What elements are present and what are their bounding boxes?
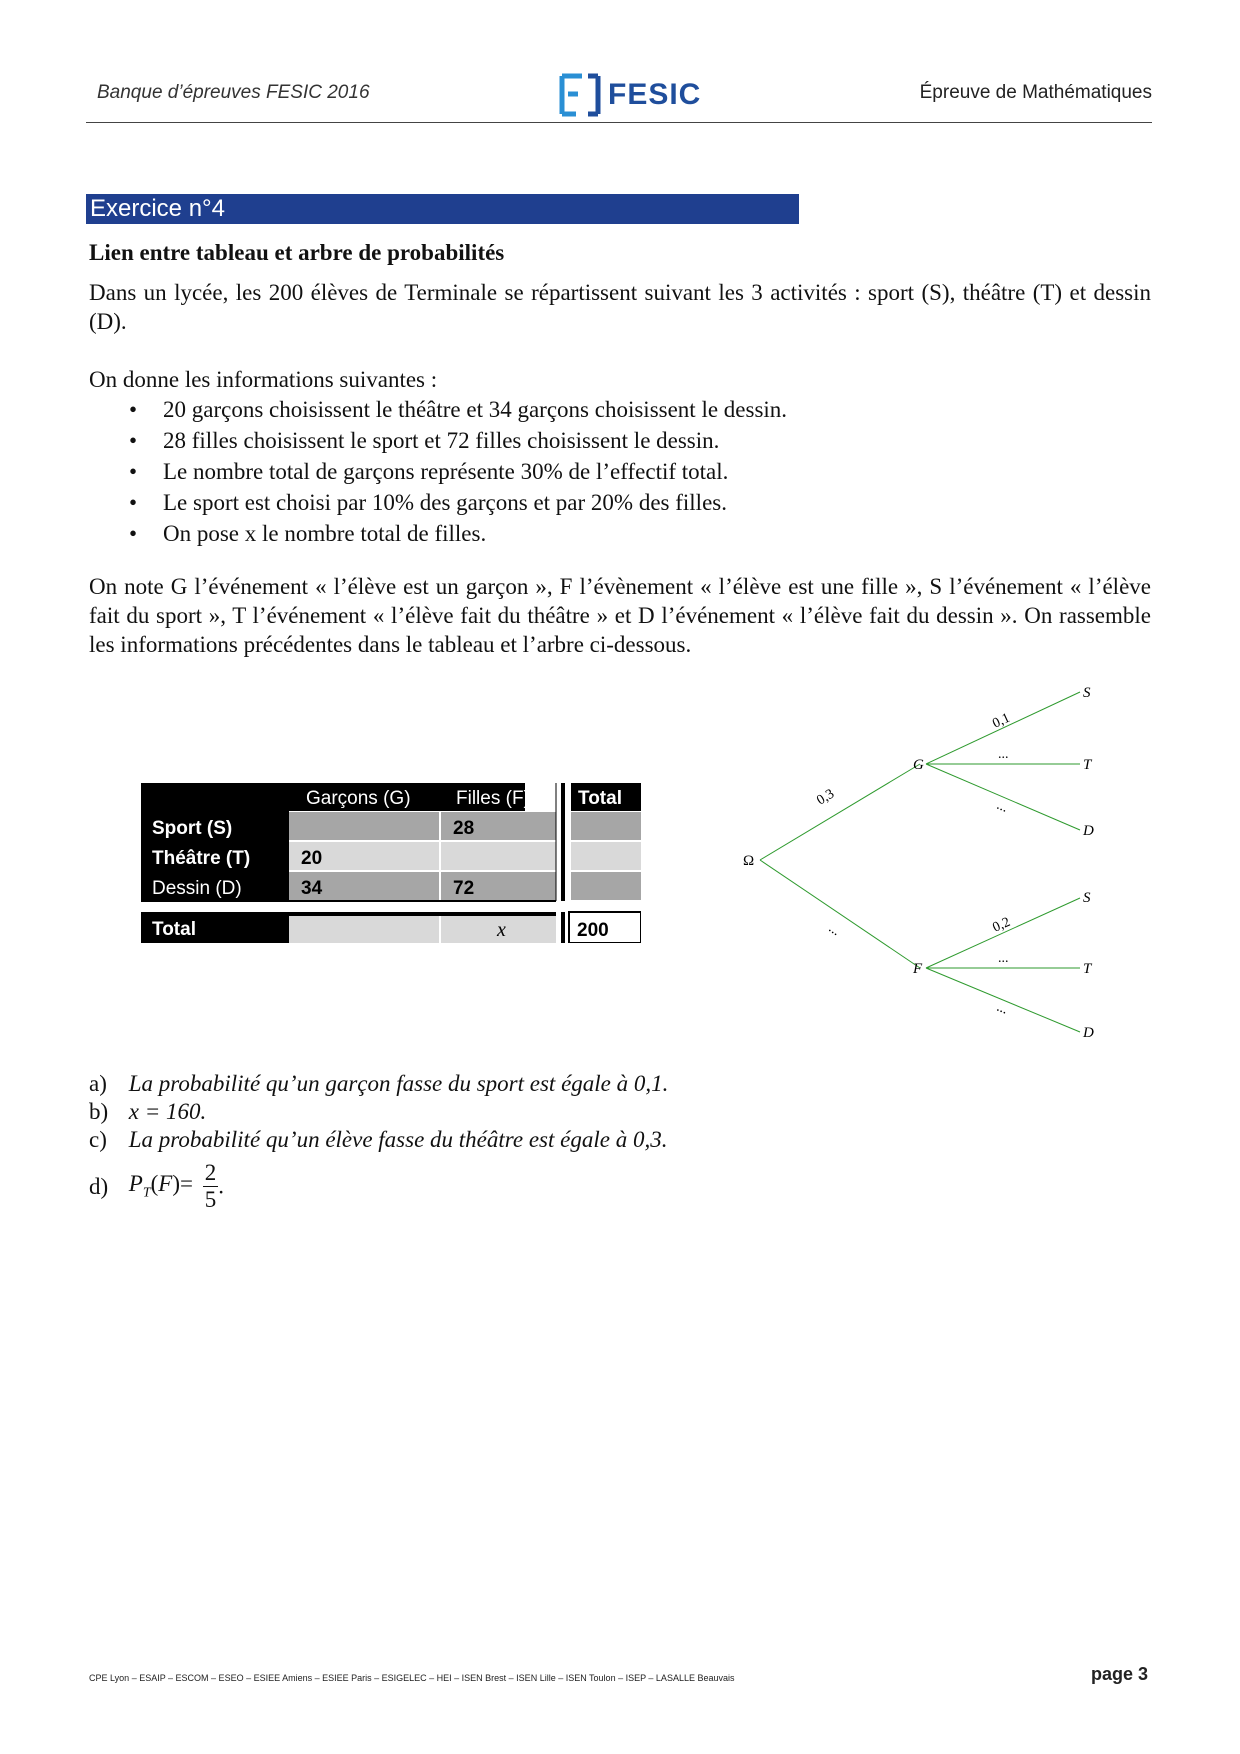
- prob-root-g: 0,3: [814, 786, 838, 809]
- tree-leaf-t: T: [1083, 961, 1092, 977]
- prob-f-d: ...: [994, 999, 1010, 1018]
- prob-g-s: 0,1: [990, 710, 1013, 732]
- col-header-f: Filles (F): [456, 788, 530, 809]
- tree-root: Ω: [743, 853, 755, 869]
- branch-root-f: [760, 860, 920, 968]
- list-item: • Le sport est choisi par 10% des garçons et par 20% des filles.: [89, 487, 787, 518]
- info-list: [89, 394, 787, 549]
- list-item: • On pose x le nombre total de filles.: [89, 518, 787, 549]
- prob-f-t: ...: [998, 951, 1009, 966]
- exercise-title: Exercice n°4: [90, 195, 225, 222]
- events-paragraph: On note G l’événement « l’élève est un garçon », F l’évènement « l’élève est une fille », S l’événement « l’élève fait du sport », T l’événement « l’élève fait du théâtre » et D l’événement « l’élève fait du dessin ». On rassemble les informations précédentes dans le tableau et l’arbre ci-dessous.: [89, 574, 1151, 657]
- probability-tree: [740, 680, 1100, 1050]
- row-label-theatre: Théâtre (T): [152, 848, 251, 869]
- tree-node-g: G: [913, 757, 924, 773]
- prob-f-s: 0,2: [990, 914, 1013, 936]
- question-text: La probabilité qu’un garçon fasse du sport est égale à 0,1.: [128, 1071, 669, 1096]
- intro-paragraph: Dans un lycée, les 200 élèves de Terminale se répartissent suivant les 3 activités : sport (S), théâtre (T) et dessin (D).: [89, 280, 1151, 334]
- page-number: page 3: [1090, 1664, 1148, 1684]
- info-intro: On donne les informations suivantes :: [89, 367, 438, 392]
- tree-leaf-s: S: [1083, 890, 1091, 906]
- header-right: Épreuve de Mathématiques: [919, 82, 1152, 103]
- cell-dessin-f: 72: [453, 878, 475, 899]
- cell-sport-f: 28: [453, 818, 475, 839]
- col-header-total: Total: [578, 788, 622, 809]
- header-left: Banque d’épreuves FESIC 2016: [97, 82, 370, 103]
- tree-leaf-t: T: [1083, 757, 1092, 773]
- list-item: • Le nombre total de garçons représente 30% de l’effectif total.: [89, 456, 787, 487]
- cell-total-f: x: [497, 919, 506, 941]
- tree-leaf-s: S: [1083, 685, 1091, 701]
- row-label-dessin: Dessin (D): [152, 878, 242, 899]
- cell-dessin-g: 34: [301, 878, 323, 899]
- question-text: La probabilité qu’un élève fasse du théâtre est égale à 0,3.: [128, 1127, 668, 1152]
- question-label: d): [89, 1173, 109, 1199]
- branch-g-d: [926, 764, 1080, 830]
- question-d: d) $P_T(F)=$ $\frac{2}{5}$ .: [89, 1160, 224, 1212]
- cell-total-total: 200: [577, 920, 609, 941]
- exercise-subtitle: Lien entre tableau et arbre de probabilités: [89, 240, 505, 265]
- question-b: [89, 1099, 206, 1125]
- formula-fraction: $\frac{2}{5}$: [204, 1160, 217, 1212]
- prob-g-d: ...: [994, 797, 1010, 816]
- total-row-label: Total: [152, 919, 196, 940]
- header-rule: [86, 122, 1152, 123]
- logo-text: FESIC: [608, 78, 702, 111]
- prob-g-t: ...: [998, 747, 1009, 762]
- cell-theatre-g: 20: [301, 848, 323, 869]
- probability-table: [141, 783, 641, 943]
- tree-leaf-d: D: [1083, 1025, 1094, 1041]
- footer-schools: CPE Lyon – ESAIP – ESCOM – ESEO – ESIEE Amiens – ESIEE Paris – ESIGELEC – HEI – ISEN Brest – ISEN Lille – ISEN Toulon – ISEP – LASALLE Beauvais: [89, 1673, 735, 1683]
- tree-leaf-d: D: [1083, 823, 1094, 839]
- question-label: c): [89, 1127, 107, 1152]
- row-label-sport: Sport (S): [152, 818, 233, 839]
- prob-root-f: ...: [825, 920, 843, 940]
- list-item: • 28 filles choisissent le sport et 72 filles choisissent le dessin.: [89, 425, 787, 456]
- question-a: [89, 1071, 668, 1097]
- formula-lhs: $P_T(F)=$: [128, 1171, 193, 1201]
- question-label: b): [89, 1099, 109, 1124]
- tree-node-f: F: [913, 961, 923, 977]
- question-text: x = 160.: [128, 1099, 207, 1124]
- question-label: a): [89, 1071, 107, 1096]
- branch-root-g: [760, 764, 920, 860]
- col-header-g: Garçons (G): [306, 788, 411, 809]
- question-c: [89, 1127, 667, 1153]
- list-item: • 20 garçons choisissent le théâtre et 34 garçons choisissent le dessin.: [89, 394, 787, 425]
